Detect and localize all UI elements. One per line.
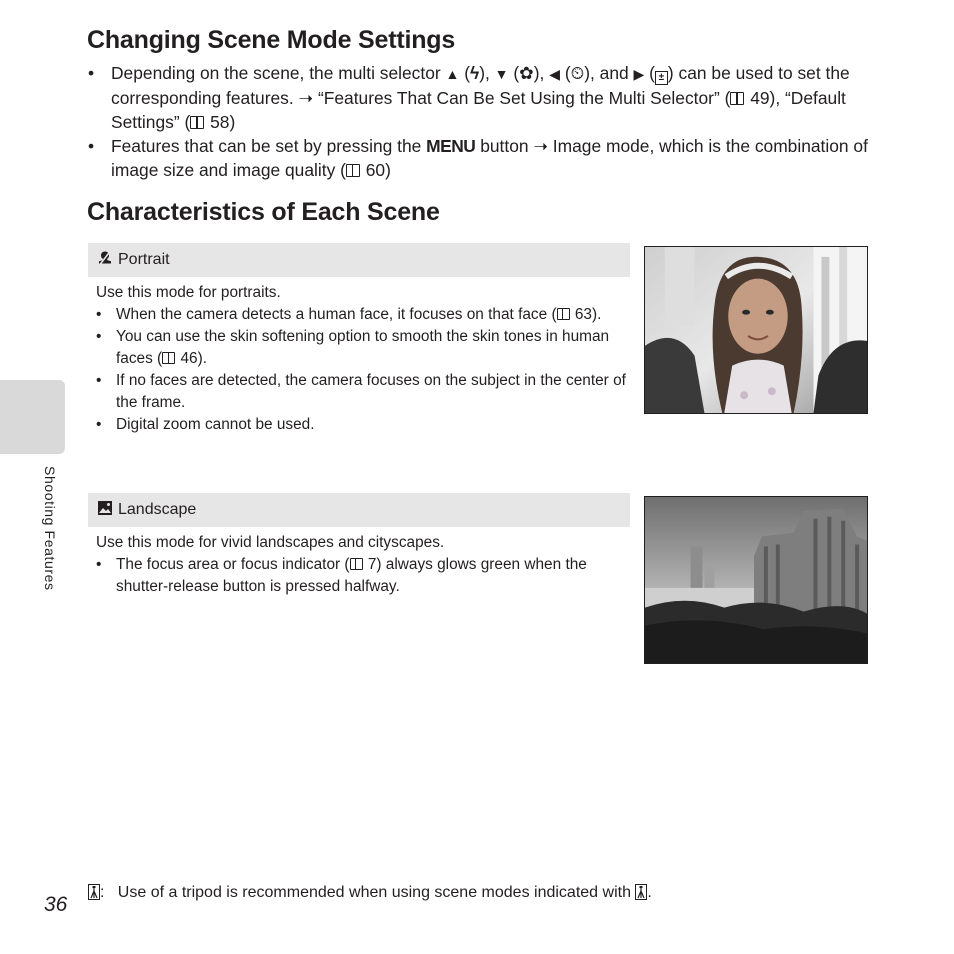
landscape-intro: Use this mode for vivid landscapes and cityscapes. — [96, 534, 445, 551]
landscape-description — [96, 532, 626, 598]
portrait-scene-header — [88, 243, 630, 277]
self-timer-icon: ⏲ — [570, 63, 585, 83]
portrait-scene-label: Portrait — [118, 251, 170, 268]
chapter-label: Shooting Features — [42, 466, 58, 591]
reference-book-icon — [346, 164, 360, 177]
list-item: • The focus area or focus indicator ( 7) always glows green when the shutter-release button is pressed halfway. — [96, 556, 587, 595]
section-title-changing-scene-mode-settings: Changing Scene Mode Settings — [87, 26, 456, 54]
tripod-icon — [88, 884, 100, 900]
reference-book-icon — [730, 92, 744, 105]
arrow-icon: ➝ — [533, 136, 548, 156]
portrait-intro: Use this mode for portraits. — [96, 284, 281, 301]
list-item: • Features that can be set by pressing the MENU button ➝ Image mode, which is the combination of image size and image quality ( 60) — [88, 136, 868, 180]
landscape-scene-label: Landscape — [118, 501, 197, 518]
portrait-scene-icon — [97, 250, 113, 266]
right-arrow-icon: ▶ — [633, 66, 645, 82]
landscape-scene-icon — [97, 500, 113, 516]
portrait-sample-photo — [644, 246, 868, 414]
settings-bullet-list — [88, 61, 878, 182]
list-item: • Depending on the scene, the multi selector ▲ (ϟ), ▼ (✿), ◀ (⏲), and ▶ ( ± ) can be used to set the corresponding features. ➝ “Features That Can Be Set Using the Multi Selector” ( 49), “Default Settings” ( 58) — [88, 63, 850, 132]
arrow-icon: ➝ — [298, 88, 314, 108]
portrait-description — [96, 282, 626, 436]
tripod-footnote: : Use of a tripod is recommended when using scene modes indicated with . — [88, 882, 652, 904]
list-item: • Digital zoom cannot be used. — [96, 416, 315, 433]
menu-button-icon: MENU — [426, 136, 476, 156]
section-title-characteristics-of-each-scene: Characteristics of Each Scene — [87, 198, 440, 226]
left-arrow-icon: ◀ — [549, 66, 560, 82]
up-arrow-icon: ▲ — [445, 66, 460, 82]
macro-icon: ✿ — [519, 63, 534, 83]
reference-book-icon — [350, 558, 363, 570]
reference-book-icon — [190, 116, 204, 129]
list-item: • If no faces are detected, the camera focuses on the subject in the center of the frame. — [96, 372, 626, 411]
list-item: • When the camera detects a human face, it focuses on that face ( 63). — [96, 306, 602, 323]
page-number: 36 — [44, 893, 68, 916]
exposure-compensation-icon: ± — [655, 71, 668, 85]
down-arrow-icon: ▼ — [494, 66, 509, 82]
tripod-icon — [635, 884, 647, 900]
chapter-tab — [0, 380, 65, 454]
reference-book-icon — [162, 352, 175, 364]
reference-book-icon — [557, 308, 570, 320]
landscape-scene-header — [88, 493, 630, 527]
list-item: • You can use the skin softening option to smooth the skin tones in human faces ( 46). — [96, 328, 610, 367]
flash-icon: ϟ — [469, 63, 480, 83]
landscape-sample-photo — [644, 496, 868, 664]
